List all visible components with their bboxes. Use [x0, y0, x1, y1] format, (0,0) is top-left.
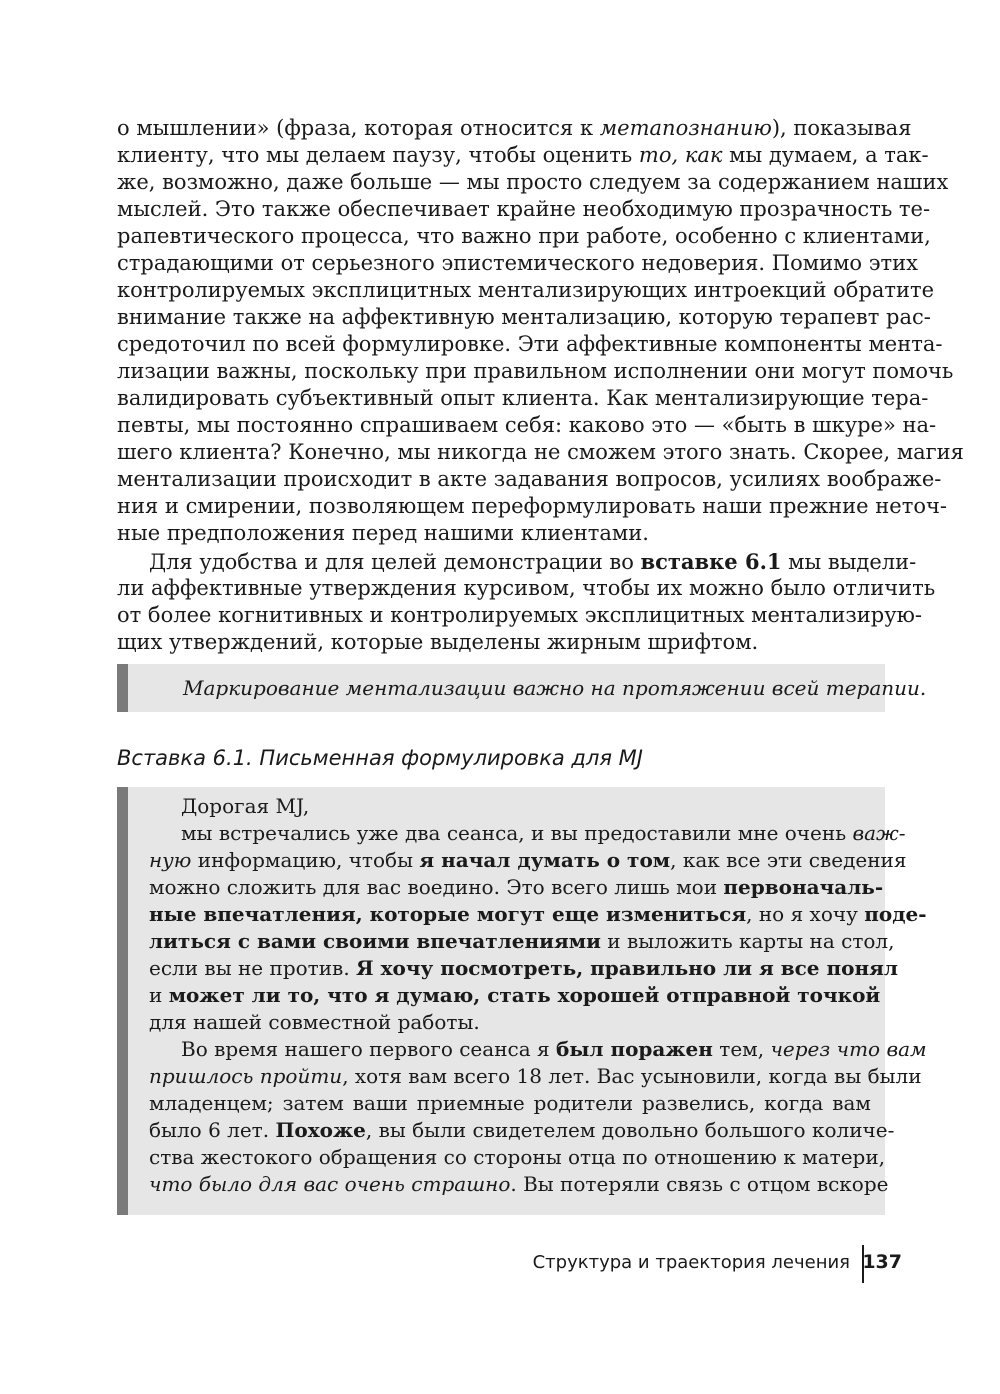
italic-text: через что вам	[770, 1037, 927, 1061]
text-line: страдающими от серьезного эпистемического недоверия. Помимо этих	[117, 251, 918, 275]
text-line: внимание также на аффективную ментализацию, которую терапевт рас-	[117, 305, 931, 329]
bold-text: может ли то, что я думаю, стать хорошей отправной точкой	[168, 983, 881, 1007]
callout-text: Маркирование ментализации важно на протяжении всей терапии.	[183, 676, 927, 700]
bold-text: литься с вами своими впечатлениями	[149, 929, 601, 953]
text-line: рапевтического процесса, что важно при работе, особенно с клиентами,	[117, 224, 931, 248]
text-line: Для удобства и для целей демонстрации во вставке 6.1 мы выдели-	[149, 549, 917, 574]
insert-greeting: Дорогая MJ,	[181, 794, 310, 818]
body-paragraph-1	[117, 115, 964, 547]
insert-accent-bar	[117, 787, 128, 1215]
body-paragraph-2	[117, 548, 936, 656]
italic-text: метапознанию	[599, 116, 772, 140]
insert-body	[149, 793, 927, 1198]
bold-text: был поражен	[555, 1037, 713, 1061]
text-line: ли аффективные утверждения курсивом, чтобы их можно было отличить	[117, 576, 936, 600]
italic-text: то, как	[638, 143, 723, 167]
text-line: клиенту, что мы делаем паузу, чтобы оценить то, как мы думаем, а так-	[117, 143, 929, 167]
text-line: ментализации происходит в акте задавания вопросов, усилиях воображе-	[117, 467, 942, 491]
page-number: 137	[862, 1251, 902, 1273]
insert-line: Во время нашего первого сеанса я был поражен тем, через что вам	[181, 1037, 927, 1061]
italic-text: ную	[149, 848, 192, 872]
insert-line: было 6 лет. Похоже, вы были свидетелем довольно большого количе-	[149, 1118, 895, 1142]
bold-text: первоначаль-	[723, 875, 884, 899]
bold-text: я начал думать о том	[419, 848, 671, 872]
text-line: о мышлении» (фраза, которая относится к метапознанию), показывая	[117, 116, 912, 140]
text-line: ния и смирении, позволяющем переформулировать наши прежние неточ-	[117, 494, 947, 518]
text-line: певты, мы постоянно спрашиваем себя: каково это — «быть в шкуре» на-	[117, 413, 937, 437]
text-line: ные предположения перед нашими клиентами.	[117, 521, 649, 545]
callout-accent-bar	[117, 664, 128, 712]
text-line: средоточил по всей формулировке. Эти аффективные компоненты мента-	[117, 332, 943, 356]
italic-text: пришлось пройти	[149, 1064, 343, 1088]
bold-text: ные впечатления, которые могут еще измениться	[149, 902, 747, 926]
bold-text: вставке 6.1	[640, 549, 782, 574]
bold-text: Я хочу посмотреть, правильно ли я все понял	[356, 956, 898, 980]
bold-text: поде-	[864, 902, 927, 926]
text-line: от более когнитивных и контролируемых эксплицитных ментализирую-	[117, 603, 922, 627]
insert-line: для нашей совместной работы.	[149, 1010, 480, 1034]
running-footer-title: Структура и траектория лечения	[532, 1252, 850, 1273]
insert-line: ную информацию, чтобы я начал думать о том, как все эти сведения	[149, 848, 907, 872]
insert-line: мы встречались уже два сеанса, и вы предоставили мне очень важ-	[181, 821, 906, 845]
text-line: же, возможно, даже больше — мы просто следуем за содержанием наших	[117, 170, 949, 194]
insert-line: ства жестокого обращения со стороны отца по отношению к матери,	[149, 1145, 886, 1169]
bold-text: Похоже	[275, 1118, 366, 1142]
insert-line: если вы не против. Я хочу посмотреть, правильно ли я все понял	[149, 956, 898, 980]
text-line: щих утверждений, которые выделены жирным шрифтом.	[117, 630, 759, 654]
italic-text: важ-	[852, 821, 906, 845]
insert-line: младенцем; затем ваши приемные родители развелись, когда вам	[149, 1091, 871, 1115]
italic-text: что было для вас очень страшно	[149, 1172, 511, 1196]
page-footer	[532, 1245, 902, 1283]
insert-box	[117, 787, 927, 1215]
text-line: шего клиента? Конечно, мы никогда не сможем этого знать. Скорее, магия	[117, 440, 964, 464]
insert-title: Вставка 6.1. Письменная формулировка для MJ	[117, 746, 643, 770]
insert-line: можно сложить для вас воедино. Это всего лишь мои первоначаль-	[149, 875, 884, 899]
insert-line: и может ли то, что я думаю, стать хорошей отправной точкой	[149, 983, 881, 1007]
text-line: мыслей. Это также обеспечивает крайне необходимую прозрачность те-	[117, 197, 931, 221]
insert-line: пришлось пройти, хотя вам всего 18 лет. Вас усыновили, когда вы были	[149, 1064, 922, 1088]
text-line: контролируемых эксплицитных ментализирующих интроекций обратите	[117, 278, 935, 302]
callout-box	[117, 664, 927, 712]
text-line: валидировать субъективный опыт клиента. Как ментализирующие тера-	[117, 386, 929, 410]
insert-line: ные впечатления, которые могут еще измениться, но я хочу поде-	[149, 902, 927, 926]
text-line: лизации важны, поскольку при правильном исполнении они могут помочь	[117, 359, 954, 383]
insert-line: литься с вами своими впечатлениями и выложить карты на стол,	[149, 929, 895, 953]
insert-line: что было для вас очень страшно. Вы потеряли связь с отцом вскоре	[149, 1172, 889, 1196]
